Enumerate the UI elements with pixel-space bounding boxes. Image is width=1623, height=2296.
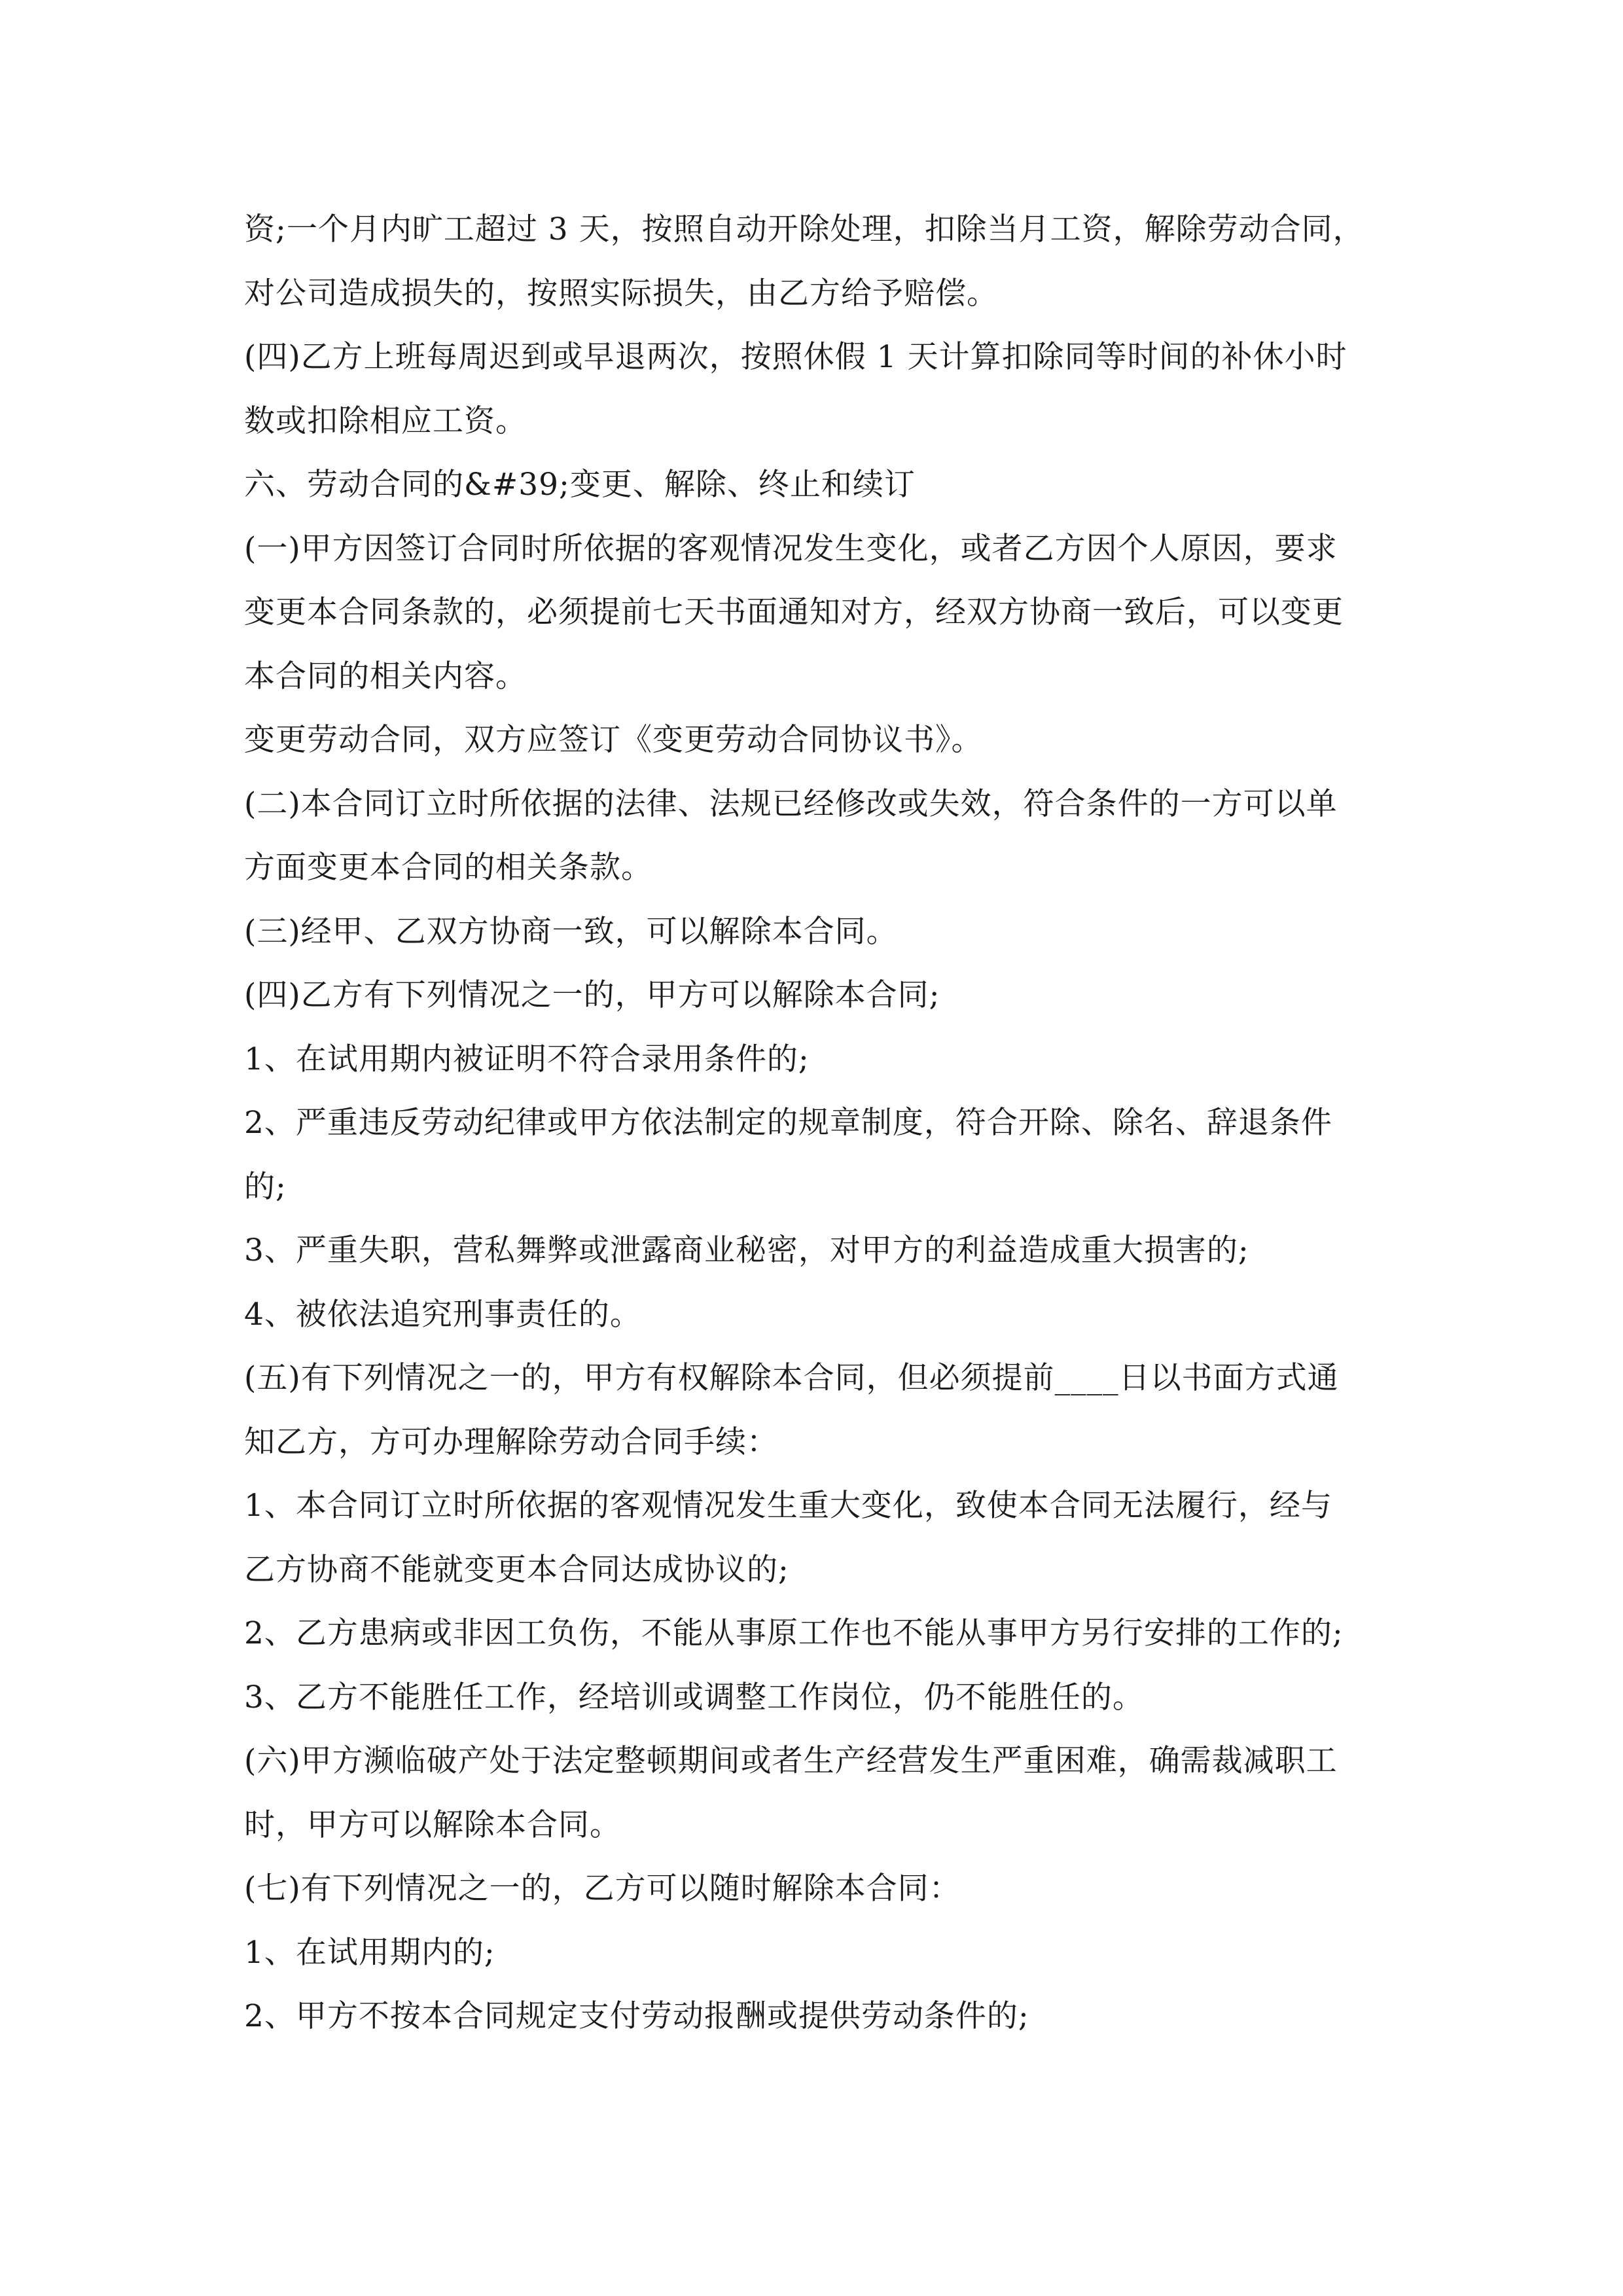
text-line: 1、本合同订立时所依据的客观情况发生重大变化，致使本合同无法履行，经与 — [244, 1488, 1332, 1524]
section-heading: 六、劳动合同的&#39;变更、解除、终止和续订 — [244, 467, 916, 503]
text-line: 本合同的相关内容。 — [244, 658, 527, 694]
text-line: 乙方协商不能就变更本合同达成协议的; — [244, 1551, 789, 1588]
text-line: 变更劳动合同，双方应签订《变更劳动合同协议书》。 — [244, 722, 983, 758]
text-line: 资;一个月内旷工超过 3 天，按照自动开除处理，扣除当月工资，解除劳动合同， — [244, 211, 1364, 247]
contract-body-text — [244, 198, 1389, 2049]
text-line: 1、在试用期内的; — [244, 1934, 495, 1971]
text-line: (七)有下列情况之一的，乙方可以随时解除本合同： — [244, 1871, 961, 1907]
text-line: (六)甲方濒临破产处于法定整顿期间或者生产经营发生严重困难，确需裁减职工 — [244, 1743, 1338, 1779]
text-line: 2、乙方患病或非因工负伤，不能从事原工作也不能从事甲方另行安排的工作的; — [244, 1615, 1344, 1651]
text-line: 3、乙方不能胜任工作，经培训或调整工作岗位，仍不能胜任的。 — [244, 1679, 1144, 1715]
text-line: 的; — [244, 1168, 287, 1205]
text-line: 2、严重违反劳动纪律或甲方依法制定的规章制度，符合开除、除名、辞退条件 — [244, 1105, 1332, 1141]
text-line: 4、被依法追究刑事责任的。 — [244, 1296, 641, 1333]
text-line: 2、甲方不按本合同规定支付劳动报酬或提供劳动条件的; — [244, 1998, 1029, 2034]
text-line: 时，甲方可以解除本合同。 — [244, 1806, 621, 1843]
text-line: (四)乙方上班每周迟到或早退两次，按照休假 1 天计算扣除同等时间的补休小时 — [244, 339, 1347, 375]
text-line: (五)有下列情况之一的，甲方有权解除本合同，但必须提前____日以书面方式通 — [244, 1360, 1339, 1396]
text-line: 知乙方，方可办理解除劳动合同手续： — [244, 1424, 778, 1460]
text-line: 变更本合同条款的，必须提前七天书面通知对方，经双方协商一致后，可以变更 — [244, 594, 1344, 630]
text-line: 方面变更本合同的相关条款。 — [244, 850, 652, 886]
text-line: 3、严重失职，营私舞弊或泄露商业秘密，对甲方的利益造成重大损害的; — [244, 1232, 1249, 1268]
text-line: 1、在试用期内被证明不符合录用条件的; — [244, 1041, 810, 1077]
text-line: 对公司造成损失的，按照实际损失，由乙方给予赔偿。 — [244, 275, 998, 312]
text-line: (四)乙方有下列情况之一的，甲方可以解除本合同; — [244, 977, 940, 1013]
text-line: (二)本合同订立时所依据的法律、法规已经修改或失效，符合条件的一方可以单 — [244, 785, 1338, 822]
text-line: (三)经甲、乙双方协商一致，可以解除本合同。 — [244, 913, 898, 950]
text-line: 数或扣除相应工资。 — [244, 403, 527, 439]
text-line: (一)甲方因签订合同时所依据的客观情况发生变化，或者乙方因个人原因，要求 — [244, 530, 1338, 567]
